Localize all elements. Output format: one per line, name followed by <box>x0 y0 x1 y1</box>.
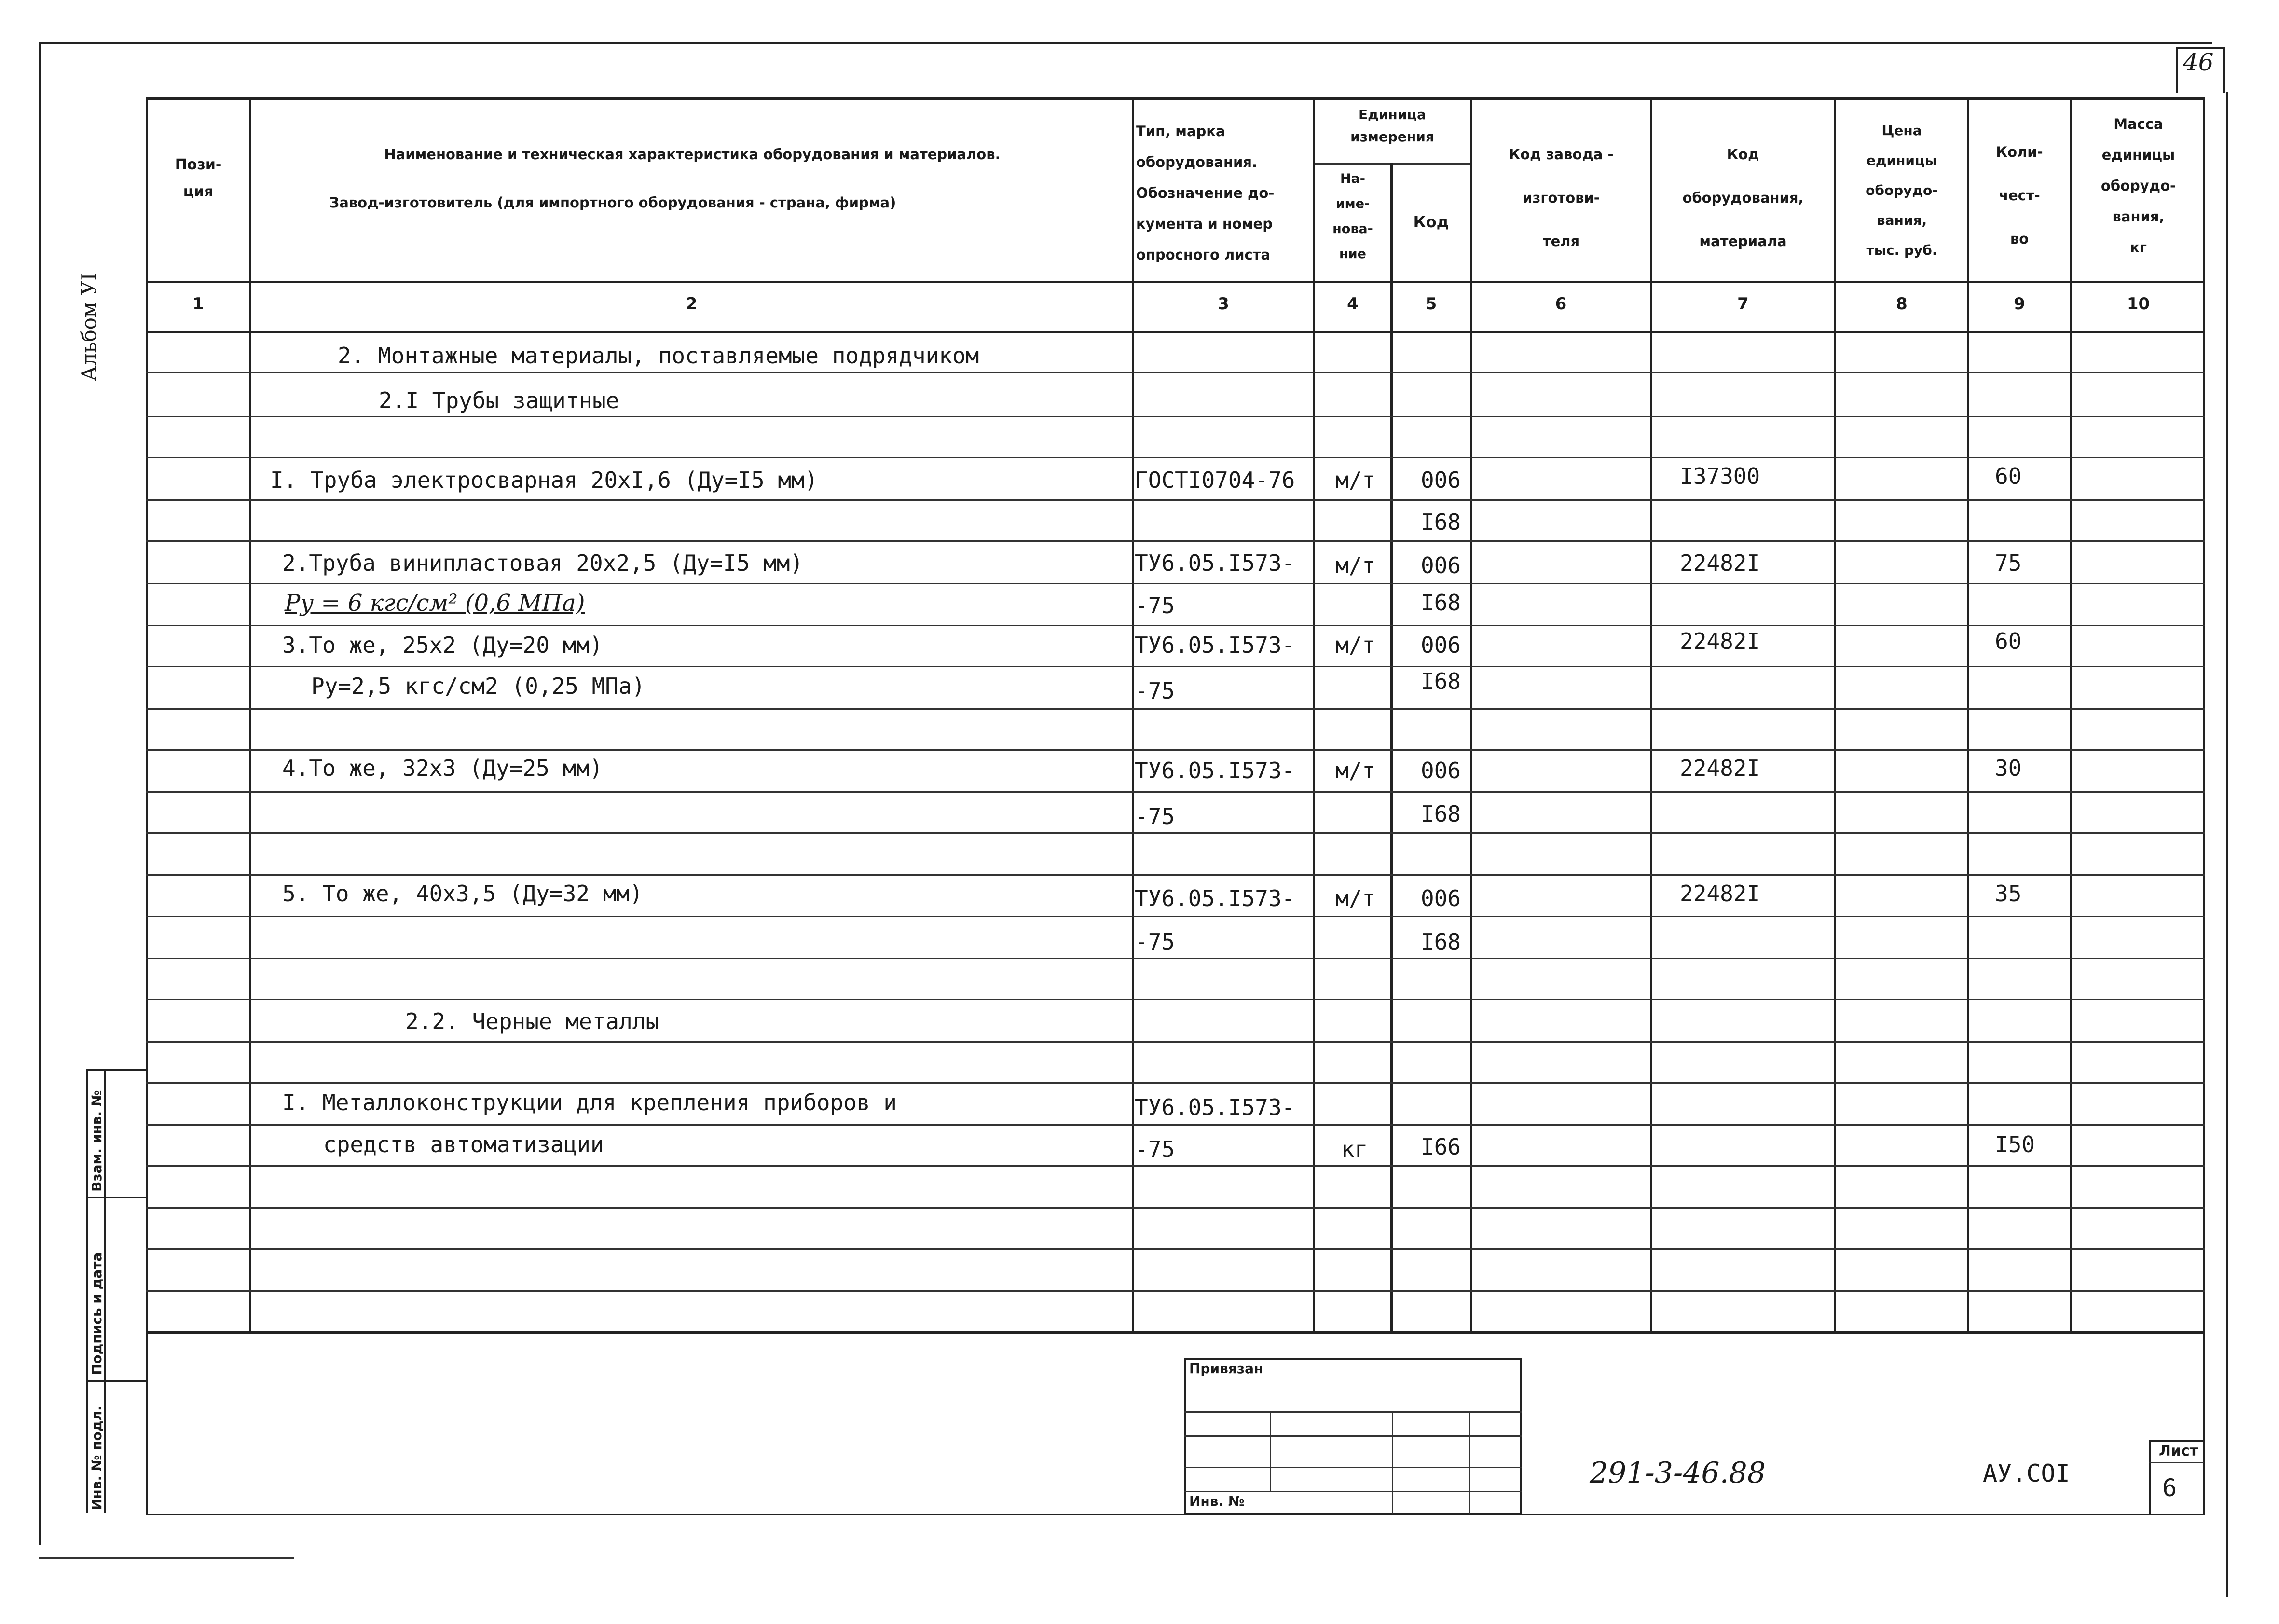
item-doc: -75 <box>1135 678 1175 704</box>
header-col3: Тип, марка оборудования. Обозначение до- кумента и номер опросного листа <box>1136 123 1275 263</box>
col-line-2 <box>1132 97 1134 1333</box>
privyazan-line4 <box>1184 1491 1522 1492</box>
sheet-top-border <box>39 42 2212 44</box>
row-line <box>146 499 2205 501</box>
item-name: 2.Труба винипластовая 20х2,5 (Ду=I5 мм) <box>282 550 804 576</box>
row-line <box>146 832 2205 834</box>
item-doc: ТУ6.05.I573- <box>1135 757 1295 784</box>
item-doc: -75 <box>1135 803 1175 829</box>
corner-sheet-number: 46 <box>2183 48 2214 76</box>
col-line-4 <box>1390 163 1393 1333</box>
row-line <box>146 416 2205 417</box>
item-name: 3.То же, 25х2 (Ду=20 мм) <box>282 632 603 658</box>
col-line-7 <box>1834 97 1836 1333</box>
section-heading-2-2: 2.2. Черные металлы <box>405 1008 659 1034</box>
binding-label-vzam: Взам. инв. № <box>89 1090 105 1192</box>
col-line-3 <box>1313 97 1315 1333</box>
sheet-left-border <box>39 42 41 1545</box>
item-doc: ТУ6.05.I573- <box>1135 1094 1295 1120</box>
row-line <box>146 958 2205 959</box>
row-line <box>146 874 2205 876</box>
item-material: 22482I <box>1680 628 1760 654</box>
item-unit: м/т <box>1335 552 1376 578</box>
binding-strip-left <box>86 1069 88 1513</box>
item-pressure-handwritten: Ру = 6 кгс/см² (0,6 МПа) <box>285 590 585 617</box>
item-doc: ТУ6.05.I573- <box>1135 632 1295 658</box>
header-col4: На- име- нова- ние <box>1332 171 1373 261</box>
item-unit: м/т <box>1335 885 1376 911</box>
colnum-3: 3 <box>1218 294 1229 314</box>
row-line <box>146 999 2205 1000</box>
row-line <box>146 457 2205 458</box>
header-col2-line1: Наименование и техническая характеристика оборудования и материалов. <box>384 146 1001 163</box>
header-col5 <box>1392 166 1470 277</box>
sheet-bottom-stroke <box>39 1557 294 1559</box>
privyazan-label: Привязан <box>1189 1361 1263 1376</box>
binding-strip-top <box>86 1069 146 1071</box>
row-line <box>146 1124 2205 1126</box>
sheet-label: Лист <box>2159 1443 2198 1459</box>
item-doc: ТУ6.05.I573- <box>1135 550 1295 576</box>
row-line <box>146 1041 2205 1043</box>
privyazan-line3 <box>1184 1467 1522 1468</box>
item-code: I68 <box>1421 929 1461 955</box>
item-qty: 60 <box>1995 463 2022 489</box>
item-doc: -75 <box>1135 929 1175 955</box>
item-code: 006 <box>1421 552 1461 578</box>
row-line <box>146 666 2205 667</box>
item-code: I68 <box>1421 590 1461 616</box>
header-col5-text: Код <box>1413 213 1449 231</box>
colnum-bottom-line <box>146 331 2205 333</box>
item-qty: 35 <box>1995 881 2022 907</box>
item-code: 006 <box>1421 467 1461 493</box>
privyazan-vline3 <box>1469 1411 1470 1514</box>
row-line <box>146 1248 2205 1250</box>
item-name: I. Труба электросварная 20хI,6 (Ду=I5 мм) <box>270 467 818 493</box>
header-col6: Код завода - изготови- теля <box>1509 146 1614 249</box>
inv-no-label: Инв. № <box>1189 1493 1245 1509</box>
item-unit: м/т <box>1335 757 1376 784</box>
album-label: Альбом УI <box>77 273 101 381</box>
item-doc: -75 <box>1135 592 1175 619</box>
item-qty: I50 <box>1995 1131 2035 1157</box>
item-unit: м/т <box>1335 632 1376 658</box>
binding-label-inv: Инв. № подл. <box>89 1405 105 1510</box>
binding-strip-line1 <box>86 1197 146 1198</box>
item-material: 22482I <box>1680 755 1760 781</box>
row-line <box>146 1082 2205 1084</box>
item-code: 006 <box>1421 632 1461 658</box>
colnum-5: 5 <box>1425 294 1437 314</box>
header-col10: Масса единицы оборудо- вания, кг <box>2101 116 2176 256</box>
colnum-10: 10 <box>2127 294 2150 314</box>
header-col9: Коли- чест- во <box>1996 144 2043 247</box>
item-material: 22482I <box>1680 550 1760 576</box>
header-col7: Код оборудования, материала <box>1682 146 1804 249</box>
item-material: I37300 <box>1680 463 1760 489</box>
item-qty: 75 <box>1995 550 2022 576</box>
section-heading-2-1: 2.I Трубы защитные <box>379 387 619 413</box>
designation: АУ.COI <box>1983 1459 2070 1487</box>
item-name: 4.То же, 32х3 (Ду=25 мм) <box>282 755 603 781</box>
header-col45-group: Единица измерения <box>1350 107 1434 145</box>
colnum-1: 1 <box>192 294 204 314</box>
row-line <box>146 708 2205 710</box>
header-col2-line2: Завод-изготовитель (для импортного оборудования - страна, фирма) <box>329 194 896 211</box>
binding-strip-line2 <box>86 1380 146 1382</box>
col-line-1 <box>249 97 251 1333</box>
colnum-4: 4 <box>1347 294 1359 314</box>
col-line-6 <box>1650 97 1652 1333</box>
item-code: I66 <box>1421 1134 1461 1160</box>
item-material: 22482I <box>1680 881 1760 907</box>
item-unit: кг <box>1341 1136 1368 1162</box>
privyazan-vline1 <box>1270 1411 1271 1491</box>
privyazan-vline2 <box>1392 1411 1393 1514</box>
sheet-number: 6 <box>2162 1474 2177 1502</box>
stamp-top-line <box>146 1332 2205 1334</box>
item-code: 006 <box>1421 757 1461 784</box>
item-code: I68 <box>1421 668 1461 694</box>
item-doc: ГОСТI0704-76 <box>1135 467 1295 493</box>
item-unit: м/т <box>1335 467 1376 493</box>
privyazan-line2 <box>1184 1435 1522 1437</box>
col-line-8 <box>1967 97 1969 1333</box>
sheet-right-border <box>2226 92 2228 1597</box>
doc-number: 291-3-46.88 <box>1590 1456 1766 1490</box>
item-code: I68 <box>1421 509 1461 535</box>
row-line <box>146 749 2205 751</box>
header-col1 <box>147 140 249 217</box>
section-heading-2: 2. Монтажные материалы, поставляемые подрядчиком <box>338 343 979 369</box>
row-line <box>146 583 2205 584</box>
sheet-box-line <box>2149 1462 2204 1463</box>
item-name: 5. То же, 40х3,5 (Ду=32 мм) <box>282 881 643 907</box>
header-col8: Цена единицы оборудо- вания, тыс. руб. <box>1866 123 1938 258</box>
item-name: Ру=2,5 кгс/см2 (0,25 МПа) <box>311 673 645 699</box>
colnum-7: 7 <box>1737 294 1749 314</box>
item-name: I. Металлоконструкции для крепления приборов и <box>282 1089 897 1115</box>
colnum-8: 8 <box>1896 294 1908 314</box>
colnum-6: 6 <box>1555 294 1567 314</box>
row-line <box>146 372 2205 373</box>
row-line <box>146 1207 2205 1209</box>
row-line <box>146 625 2205 626</box>
item-code: 006 <box>1421 885 1461 911</box>
col-line-9 <box>2070 97 2072 1333</box>
row-line <box>146 540 2205 542</box>
colnum-9: 9 <box>2014 294 2025 314</box>
item-doc: ТУ6.05.I573- <box>1135 885 1295 911</box>
privyazan-line1 <box>1184 1411 1522 1413</box>
item-name: средств автоматизации <box>323 1131 604 1157</box>
col-line-5 <box>1470 97 1472 1333</box>
row-line <box>146 1165 2205 1167</box>
row-line <box>146 916 2205 917</box>
stamp-bottom-line <box>146 1514 2205 1515</box>
colnum-2: 2 <box>686 294 698 314</box>
binding-label-podpis: Подпись и дата <box>89 1252 105 1375</box>
item-qty: 60 <box>1995 628 2022 654</box>
stamp-left-line <box>146 1332 148 1515</box>
item-doc: -75 <box>1135 1136 1175 1162</box>
header-col1-text: Пози- ция <box>175 156 222 200</box>
row-line <box>146 1290 2205 1292</box>
row-line <box>146 791 2205 793</box>
header-bottom-line <box>146 281 2205 283</box>
item-qty: 30 <box>1995 755 2022 781</box>
item-code: I68 <box>1421 801 1461 827</box>
